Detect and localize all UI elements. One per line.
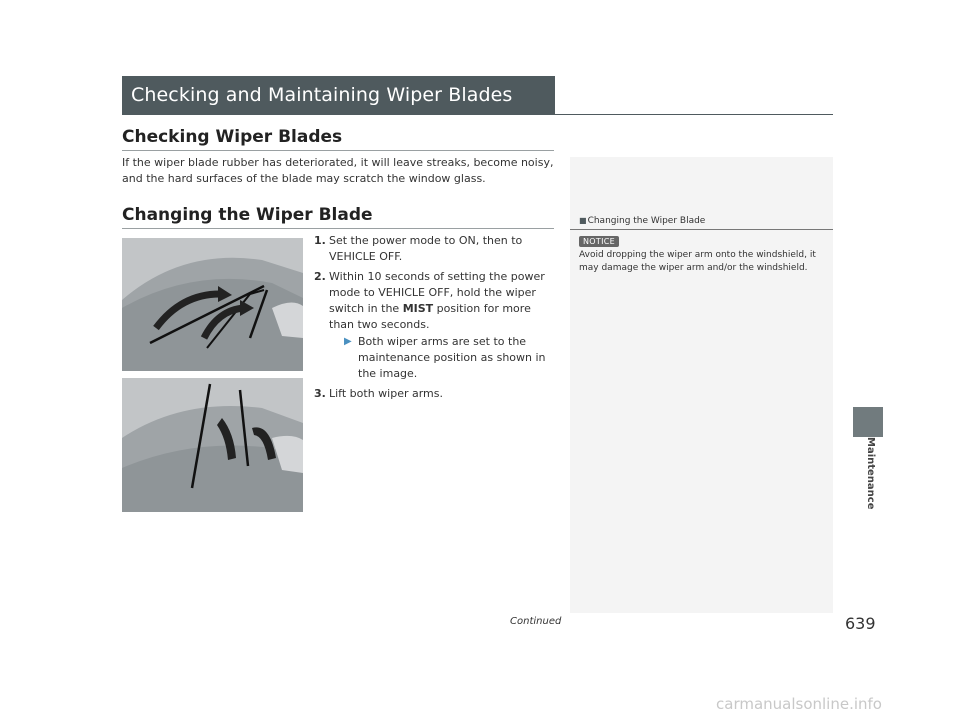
section-rule	[555, 114, 833, 115]
changing-heading-rule	[122, 228, 554, 229]
watermark: carmanualsonline.info	[716, 695, 882, 713]
mist-label: MIST	[402, 302, 434, 315]
step-number: 1.	[314, 234, 326, 247]
note-title-text: Changing the Wiper Blade	[587, 216, 706, 226]
note-reference-icon: ■	[579, 216, 587, 225]
wiper-image-lifted	[122, 378, 303, 512]
step-text-after: position for more than two seconds.	[329, 302, 531, 331]
section-title: Checking and Maintaining Wiper Blades	[131, 84, 513, 106]
step-2	[314, 269, 554, 382]
notes-sidebar	[570, 157, 833, 613]
page-number: 639	[845, 614, 876, 633]
checking-heading-rule	[122, 150, 554, 151]
windshield-illustration-2	[122, 378, 303, 512]
checking-body: If the wiper blade rubber has deteriorated, it will leave streaks, become noisy, and the hard surfaces of the blade may scratch the window glass.	[122, 156, 554, 185]
result-arrow-icon: ▶	[344, 336, 352, 347]
chapter-tab	[853, 407, 883, 437]
step-text-before: Within 10 seconds of setting the power mode to VEHICLE OFF, hold the wiper switch in the	[329, 270, 545, 315]
notice-text: Avoid dropping the wiper arm onto the windshield, it may damage the wiper arm and/or the windshield.	[579, 250, 816, 273]
instruction-steps	[314, 233, 554, 406]
step-2-result	[329, 334, 554, 382]
step-number: 2.	[314, 270, 326, 283]
step-1	[314, 233, 554, 265]
changing-heading: Changing the Wiper Blade	[122, 205, 373, 225]
chapter-label: Maintenance	[865, 437, 876, 510]
checking-heading: Checking Wiper Blades	[122, 127, 343, 147]
step-number: 3.	[314, 387, 326, 400]
windshield-illustration-1	[122, 238, 303, 371]
step-text: Lift both wiper arms.	[329, 387, 444, 400]
section-title-bar	[122, 76, 555, 115]
notice-badge: NOTICE	[579, 236, 619, 247]
note-rule	[570, 229, 833, 230]
step-3	[314, 386, 554, 402]
step-text: Set the power mode to ON, then to VEHICLE OFF.	[329, 234, 523, 263]
result-text: Both wiper arms are set to the maintenance position as shown in the image.	[358, 335, 546, 380]
wiper-image-maintenance-position	[122, 238, 303, 371]
note-title	[579, 216, 705, 226]
continued-label: Continued	[510, 616, 562, 627]
